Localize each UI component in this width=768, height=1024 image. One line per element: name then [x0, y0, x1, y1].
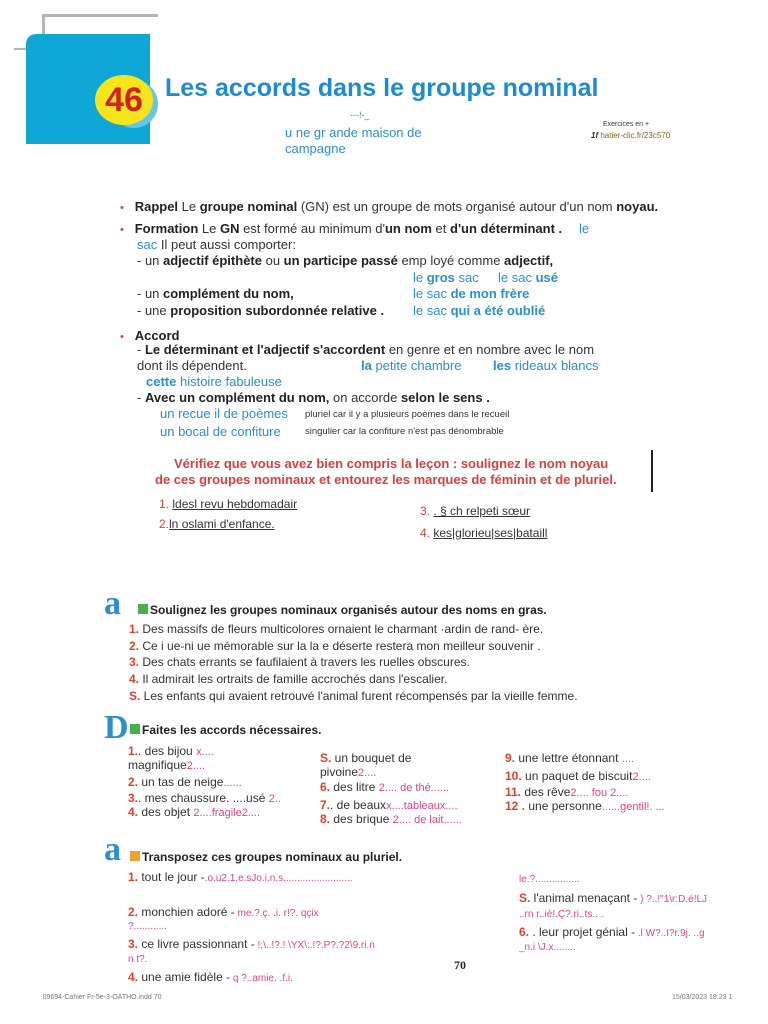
answer-text: !;\..!?.! \YX\:.!?.P?.?2\9.ri.n: [254, 940, 375, 951]
text: (GN) est un groupe de mots organisé autour d'un nom: [297, 199, 617, 214]
item-number: 1.: [129, 622, 140, 636]
answer-text: q ?..amie. .f.i.: [230, 973, 293, 984]
item-number: 4.: [128, 970, 139, 984]
list-item: [128, 758, 205, 772]
formation-item-1: [137, 253, 553, 268]
example-bold: la: [361, 358, 372, 373]
list-item: [128, 744, 214, 758]
item-text: . mes chaussure. ....usé: [138, 791, 269, 805]
item-number: 4.: [420, 526, 431, 540]
list-item: [519, 925, 705, 939]
item-number: 3.: [128, 937, 139, 951]
item-text: ce livre passionnant -: [138, 937, 255, 951]
answer-text: 2....: [358, 767, 377, 779]
item-number: 4.: [128, 805, 139, 819]
check-item-3: [420, 504, 530, 518]
text: -: [137, 390, 145, 405]
item-text: ldesl revu hebdomadair: [172, 497, 298, 511]
accord-example-4: un recue il de poèmes: [160, 406, 288, 421]
text: et: [431, 221, 450, 236]
formation-line-2: [137, 237, 296, 252]
item-number: 11.: [505, 785, 522, 799]
example-text: le sac: [413, 303, 451, 318]
accord-note-4: pluriel car il y a plusieurs poèmes dans le recueil: [305, 409, 510, 420]
example-bold: usé: [535, 270, 558, 285]
item-text: une lettre étonnant: [515, 751, 622, 765]
item-text: une personne: [525, 799, 602, 813]
answer-text: ) ?..!"1\r:D.é!LJ: [637, 894, 708, 905]
item-number: 1.: [159, 497, 170, 511]
text-bold: Avec un complément du nom,: [144, 390, 330, 405]
accord-example-2: [493, 358, 599, 373]
accord-example-3: [146, 374, 282, 389]
text-bold: noyau.: [616, 199, 659, 214]
accord-note-5: singulier car la confiture n'est pas dénombrable: [305, 426, 504, 437]
example-bold: de mon frère: [450, 286, 530, 301]
text-bold: GN: [219, 221, 240, 236]
check-item-4: [420, 526, 547, 540]
list-item: [128, 791, 281, 805]
example-text: le sac: [498, 270, 536, 285]
crop-mark-top: [42, 14, 158, 17]
bullet: •: [120, 224, 124, 236]
accord-line-1: [137, 342, 594, 357]
accord-example-5: un bocal de confiture: [160, 424, 281, 439]
text: Le: [198, 221, 220, 236]
list-item: [505, 751, 634, 765]
text: Le: [178, 199, 200, 214]
item-text: . § ch relpeti sœur: [433, 504, 531, 518]
answer-text: 2.... de lait......: [392, 814, 462, 826]
formation-label: Formation: [134, 221, 199, 236]
bullet: •: [120, 331, 124, 343]
example-text: le: [413, 270, 427, 285]
item-text: Les enfants qui avaient retrouvé l'animal furent récompensés par la vieille femme.: [140, 688, 578, 703]
list-item: [128, 905, 319, 919]
example-text: histoire fabuleuse: [176, 374, 282, 389]
exercise-square-icon: [130, 851, 140, 861]
list-item: [519, 939, 576, 953]
exercise-c-letter: a: [104, 831, 121, 868]
item-number: 2.: [159, 517, 170, 531]
formation-example-4: [413, 303, 545, 318]
text: est formé au minimum d': [239, 221, 385, 236]
list-item: [519, 891, 707, 905]
item-text: magnifique: [128, 758, 187, 772]
example-text: rideaux blancs: [511, 358, 599, 373]
text: -: [137, 342, 145, 357]
exercises-label: Exercices en +: [603, 121, 650, 128]
text: Il peut aussi comporter:: [157, 237, 296, 252]
rappel-label: Rappel: [134, 199, 179, 214]
formation-line: [120, 221, 562, 236]
text-bold: selon le sens .: [400, 390, 490, 405]
text: - un: [137, 253, 164, 268]
example-bold: les: [493, 358, 512, 373]
item-text: Il admirait les ortraits de famille accrochés dans l'escalier.: [139, 672, 448, 687]
footer-file: 09694-Cahier Fr-5e-3-OATHO.indd 70: [42, 994, 162, 1001]
item-number: 1.: [128, 744, 139, 758]
item-text: un paquet de biscuit: [521, 769, 633, 783]
list-item: [320, 798, 458, 812]
text: - une: [137, 303, 171, 318]
answer-text: .l W?..I?r.9j. ..g: [635, 928, 705, 939]
exercises-link[interactable]: [591, 131, 670, 140]
list-item: [129, 639, 541, 653]
item-text: Des chats errants se faufilaient à travers les ruelles obscures.: [139, 655, 470, 670]
list-item: [129, 622, 543, 636]
item-number: 2.: [128, 775, 139, 789]
accord-heading: [120, 328, 180, 343]
formation-example-le: le: [579, 221, 590, 236]
formation-example-2: [498, 270, 558, 285]
list-item: [128, 951, 147, 965]
item-text: une amie fidèle -: [138, 970, 231, 984]
page-number: 70: [454, 958, 466, 972]
link-prefix: 1f: [591, 131, 599, 140]
example-bold: cette: [146, 374, 177, 389]
exercise-a-letter: a: [104, 585, 121, 622]
accord-example-1: [361, 358, 461, 373]
answer-text: _n.i \J.x........: [519, 942, 576, 953]
list-item: [519, 906, 603, 920]
formation-item-2: [137, 286, 294, 301]
accord-line-2: dont ils dépendent.: [137, 358, 247, 373]
text: emp loyé comme: [397, 253, 505, 268]
item-text: ln oslami d'enfance.: [169, 517, 275, 531]
list-item: [519, 871, 580, 885]
item-text: monchien adoré -: [138, 905, 235, 919]
item-number: 3.: [420, 504, 431, 518]
item-number: 2.: [129, 638, 140, 653]
item-number: 4.: [129, 672, 140, 687]
lesson-number-badge: 46: [95, 75, 153, 125]
header-example: u ne gr ande maison de: [285, 125, 422, 140]
exercise-square-icon: [130, 724, 140, 734]
example-text: le sac: [413, 286, 451, 301]
item-number: 6.: [320, 780, 331, 794]
item-text: . de beaux: [330, 798, 387, 812]
bullet: •: [120, 202, 124, 214]
text: en genre et en nombre avec le nom: [385, 342, 595, 357]
answer-text: le.?................: [519, 874, 580, 885]
text: ou: [261, 253, 284, 268]
text-bold: complément du nom,: [163, 286, 294, 301]
title-mark: ---!-_: [350, 110, 370, 120]
item-number: 7.: [320, 798, 331, 812]
answer-text: ......gentil!. ...: [601, 801, 665, 813]
text-bold: un nom: [384, 221, 432, 236]
item-number: 3.: [128, 791, 139, 805]
list-item: [129, 672, 447, 686]
item-text: kes|glorieu|ses|bataill: [433, 526, 548, 540]
answer-text: ....: [621, 753, 634, 765]
item-number: S.: [129, 688, 141, 703]
list-item: [128, 870, 353, 884]
formation-item-3: [137, 303, 384, 318]
list-item: [128, 805, 260, 819]
answer-text: ?............: [128, 921, 167, 932]
list-item: [128, 937, 375, 951]
exercise-b-letter: D: [104, 709, 129, 746]
list-item: [129, 689, 578, 703]
answer-text: x....: [196, 746, 214, 758]
list-item: [320, 765, 376, 779]
item-text: des rêve: [521, 785, 571, 799]
exercise-a-title-row: [138, 602, 547, 617]
header-example-2: campagne: [285, 141, 346, 156]
answer-text: .o.u2.1.e.sJo.i.n.s.........................: [204, 873, 353, 884]
list-item: [128, 970, 293, 984]
exercise-square-icon: [138, 604, 148, 614]
item-number: 10.: [505, 769, 522, 783]
item-text: l'animal menaçant -: [530, 891, 638, 905]
accord-label: Accord: [134, 328, 180, 343]
check-item-1: [159, 497, 297, 511]
list-item: [128, 775, 242, 789]
list-item: [505, 769, 651, 783]
item-text: pivoine: [320, 765, 359, 779]
item-number: 8.: [320, 812, 331, 826]
exercise-c-title-row: [130, 849, 402, 864]
text-bold: groupe nominal: [199, 199, 298, 214]
margin-bar: [651, 450, 653, 492]
item-text: des litre: [330, 780, 379, 794]
answer-text: ..rn r..ié!.Ç?.ri..ts.. .: [519, 909, 604, 920]
exercise-c-title: Transposez ces groupes nominaux au pluriel.: [142, 850, 403, 864]
accord-line-3: [137, 390, 490, 405]
answer-text: 2....fragile2....: [193, 807, 261, 819]
item-number: 3.: [129, 655, 140, 670]
link-url: hatier-clic.fr/23c570: [600, 131, 671, 140]
answer-text: 2.... de thé......: [378, 782, 450, 794]
list-item: [129, 655, 470, 669]
answer-text: me.?.ç. .i. r!?. qçix: [234, 908, 319, 919]
rappel-line: [120, 199, 658, 214]
item-text: . des bijou: [138, 744, 197, 758]
text-bold: adjectif,: [504, 253, 554, 268]
answer-text: 2..: [268, 793, 281, 805]
item-number: 6.: [519, 925, 530, 939]
example-text: petite chambre: [371, 358, 462, 373]
list-item: [320, 812, 462, 826]
page-title: Les accords dans le groupe nominal: [165, 74, 599, 102]
list-item: [505, 799, 665, 813]
exercise-a-title: Soulignez les groupes nominaux organisés autour des noms en gras.: [150, 603, 547, 617]
text-bold: d'un déterminant .: [450, 221, 563, 236]
item-text: Ce i ue-ni ue mémorable sur la la e déserte restera mon meilleur souvenir .: [139, 638, 541, 653]
answer-text: 2.... fou 2....: [570, 787, 629, 799]
text-bold: Le déterminant et l'adjectif s'accordent: [144, 342, 386, 357]
item-text: tout le jour -: [138, 870, 205, 884]
list-item: [320, 751, 411, 765]
answer-text: ......: [223, 777, 242, 789]
example-text: sac: [454, 270, 479, 285]
check-instruction-2: de ces groupes nominaux et entourez les marques de féminin et de pluriel.: [155, 472, 617, 487]
exercise-b-title: Faites les accords nécessaires.: [142, 723, 322, 737]
item-text: un bouquet de: [331, 751, 412, 765]
item-number: S.: [320, 751, 332, 765]
item-number: 12 .: [505, 799, 526, 813]
text: on accorde: [329, 390, 401, 405]
item-number: 1.: [128, 870, 139, 884]
text-bold: un participe passé: [283, 253, 398, 268]
text-bold: proposition subordonnée relative .: [170, 303, 385, 318]
answer-text: n t?.: [128, 954, 148, 965]
item-text: des brique: [330, 812, 393, 826]
example-bold: qui a été oublié: [450, 303, 546, 318]
answer-text: x....tableaux....: [386, 800, 458, 812]
item-text: des objet: [138, 805, 194, 819]
example-bold: gros: [426, 270, 455, 285]
footer-date: 15/03/2023 18:23 1: [672, 994, 733, 1001]
answer-text: 2....: [186, 760, 206, 772]
item-number: S.: [519, 891, 531, 905]
check-instruction-1: Vérifiez que vous avez bien compris la leçon : soulignez le nom noyau: [174, 456, 609, 471]
text-bold: adjectif épithète: [163, 253, 262, 268]
item-text: Des massifs de fleurs multicolores ornaient le charmant ·ardin de rand- ère.: [139, 622, 544, 636]
check-item-2: [159, 517, 275, 531]
text: - un: [137, 286, 164, 301]
list-item: [128, 918, 167, 932]
item-text: . leur projet génial -: [529, 925, 636, 939]
list-item: [320, 780, 449, 794]
item-number: 9.: [505, 751, 516, 765]
item-text: un tas de neige: [138, 775, 224, 789]
item-number: 2.: [128, 905, 139, 919]
exercise-b-title-row: [130, 722, 321, 737]
list-item: [505, 785, 628, 799]
example-text: sac: [137, 237, 158, 252]
formation-example-1: [413, 270, 479, 285]
formation-example-3: [413, 286, 529, 301]
answer-text: 2....: [632, 771, 651, 783]
